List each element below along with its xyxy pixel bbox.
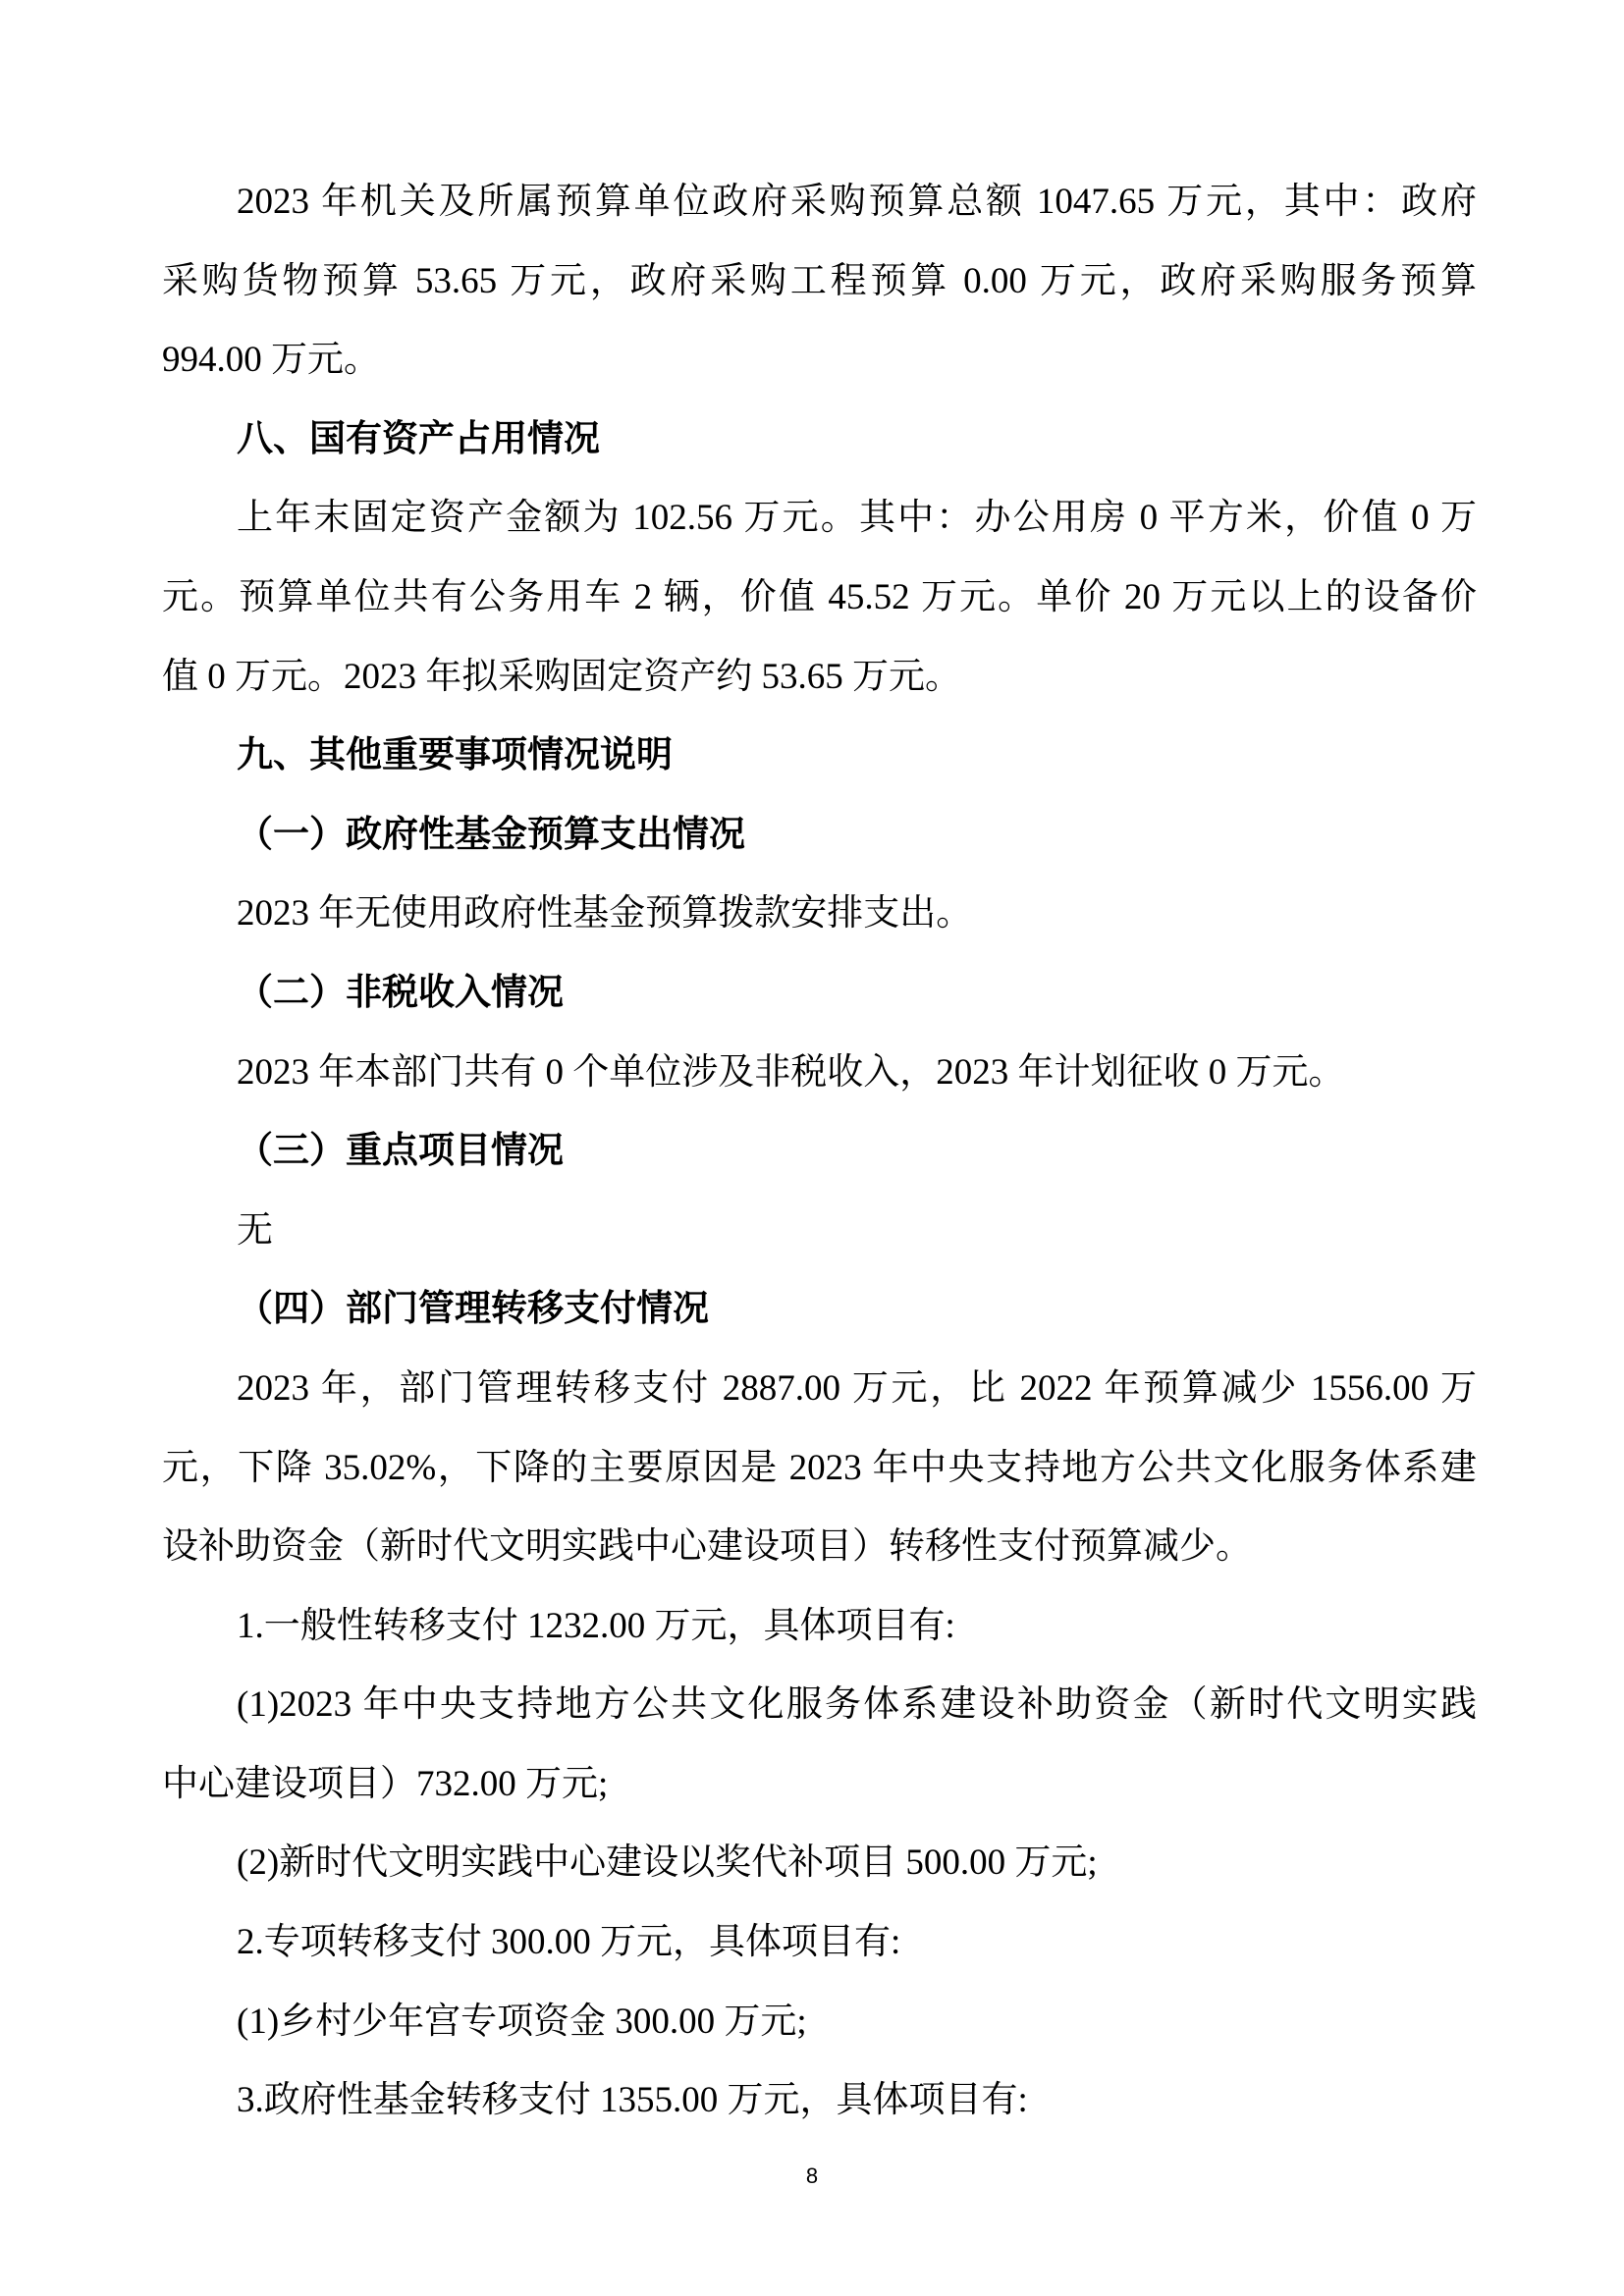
- page-number: 8: [805, 2163, 819, 2188]
- paragraph-line: 值 0 万元。2023 年拟采购固定资产约 53.65 万元。: [162, 656, 961, 697]
- paragraph-line: 设补助资金（新时代文明实践中心建设项目）转移性支付预算减少。: [162, 1526, 1252, 1568]
- list-item-subitem: (1)乡村少年宫专项资金 300.00 万元;: [237, 2001, 807, 2042]
- paragraph-line: (1)2023 年中央支持地方公共文化服务体系建设补助资金（新时代文明实践: [237, 1684, 1477, 1726]
- paragraph-line: 采购货物预算 53.65 万元，政府采购工程预算 0.00 万元，政府采购服务预算: [162, 260, 1477, 301]
- list-item-subitem: (2)新时代文明实践中心建设以奖代补项目 500.00 万元;: [237, 1842, 1098, 1884]
- list-item-subitem: [0, 1666, 1624, 1824]
- paragraph-line: 中心建设项目）732.00 万元;: [162, 1763, 609, 1804]
- paragraph-line: 元。预算单位共有公务用车 2 辆，价值 45.52 万元。单价 20 万元以上的设备价: [162, 576, 1477, 617]
- section-heading-state-assets: 八、国有资产占用情况: [237, 418, 600, 459]
- paragraph-government-fund: 2023 年无使用政府性基金预算拨款安排支出。: [237, 893, 973, 934]
- subsection-heading-non-tax-income: （二）非税收入情况: [237, 972, 564, 1013]
- list-item-fund-transfer: 3.政府性基金转移支付 1355.00 万元，具体项目有:: [237, 2080, 1028, 2121]
- paragraph-transfer-payments-summary: [0, 1350, 1624, 1587]
- paragraph-line: 元，下降 35.02%，下降的主要原因是 2023 年中央支持地方公共文化服务体系建: [162, 1447, 1477, 1488]
- paragraph-key-projects: 无: [237, 1209, 273, 1251]
- paragraph-line: 994.00 万元。: [162, 340, 380, 381]
- list-item-general-transfer: 1.一般性转移支付 1232.00 万元，具体项目有:: [237, 1605, 955, 1646]
- paragraph-non-tax-income: 2023 年本部门共有 0 个单位涉及非税收入，2023 年计划征收 0 万元。: [237, 1051, 1345, 1093]
- paragraph-line: 上年末固定资产金额为 102.56 万元。其中：办公用房 0 平方米，价值 0 万: [237, 498, 1477, 539]
- subsection-heading-transfer-payments: （四）部门管理转移支付情况: [237, 1289, 709, 1330]
- subsection-heading-government-fund: （一）政府性基金预算支出情况: [237, 814, 745, 855]
- paragraph-fixed-assets: [0, 479, 1624, 717]
- document-page: [0, 163, 1624, 2141]
- paragraph-line: 2023 年，部门管理转移支付 2887.00 万元，比 2022 年预算减少 1556.00 万: [237, 1367, 1477, 1409]
- paragraph-line: 2023 年机关及所属预算单位政府采购预算总额 1047.65 万元，其中：政府: [237, 182, 1477, 222]
- paragraph-procurement-budget: [0, 163, 1624, 400]
- list-item-special-transfer: 2.专项转移支付 300.00 万元，具体项目有:: [237, 1922, 901, 1963]
- section-heading-other-matters: 九、其他重要事项情况说明: [237, 735, 673, 776]
- subsection-heading-key-projects: （三）重点项目情况: [237, 1131, 564, 1172]
